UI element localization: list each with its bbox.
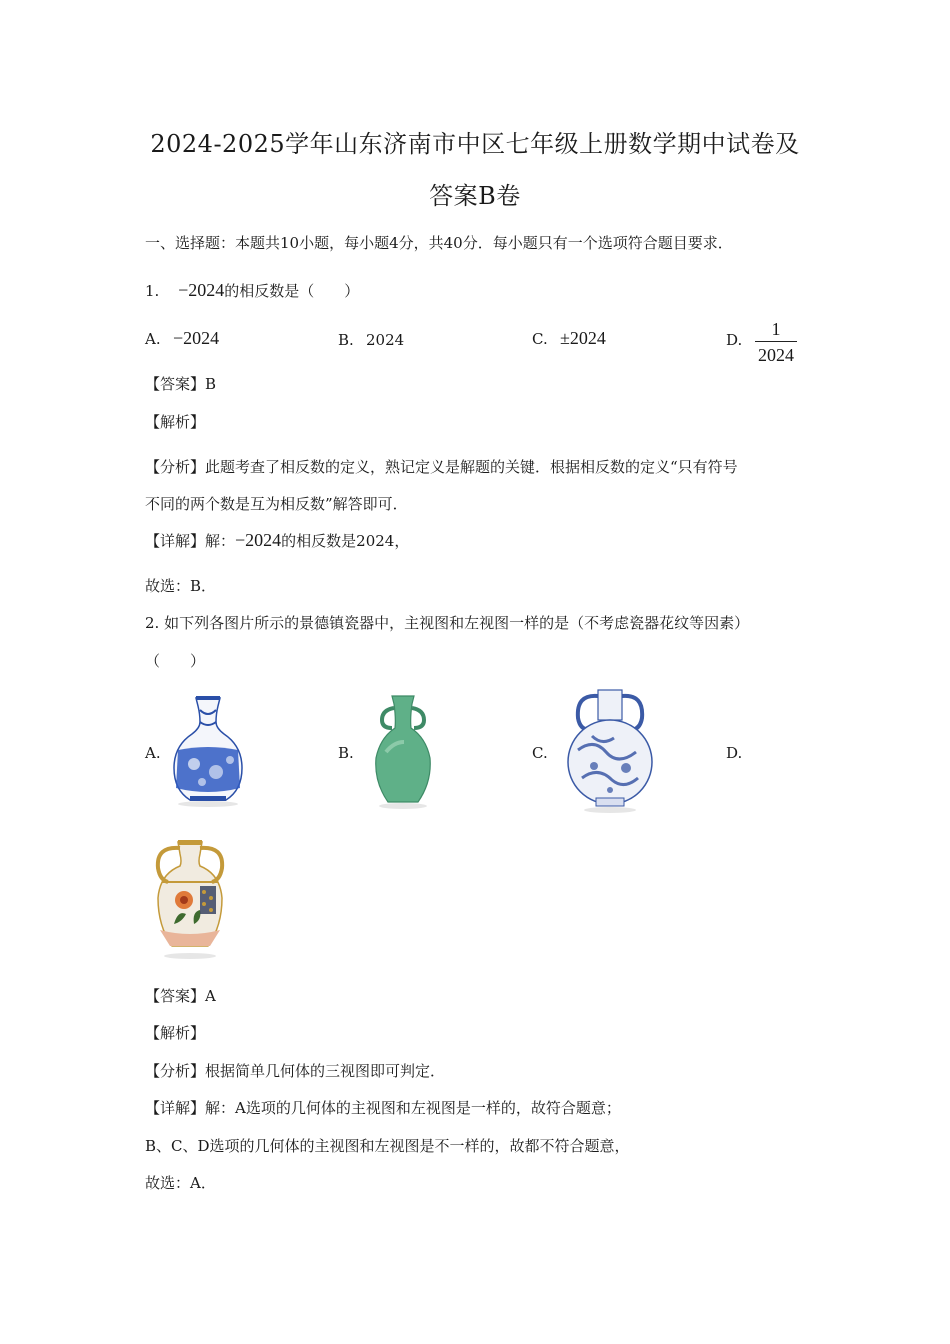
q2-detail-line2: B、C、D选项的几何体的主视图和左视图是不一样的，故都不符合题意， [145,1137,630,1155]
option-label: A. [145,330,161,348]
detail-prefix: 【详解】解： [145,532,236,550]
q2-option-d-label: D. [726,744,743,762]
option-a [145,328,219,349]
question-1-stem [145,280,359,301]
option-d [726,331,754,349]
question-number: 1. [145,282,160,300]
option-value: ±2024 [560,328,606,348]
q2-analysis-heading: 【解析】 [145,1024,206,1042]
q1-analysis-heading: 【解析】 [145,413,206,431]
detail-suffix: 的相反数是2024， [281,532,410,550]
q1-answer: 【答案】B [145,375,217,393]
question-2-stem-line1: 2. 如下列各图片所示的景德镇瓷器中，主视图和左视图一样的是（不考虑瓷器花纹等因素） [145,614,750,632]
moon-flask-vase-icon [562,686,658,814]
document-title-line2: 答案B卷 [429,182,521,210]
fraction-numerator: 1 [771,319,781,339]
option-label: B. [338,331,354,349]
q1-analysis-line1: 【分析】此题考查了相反数的定义，熟记定义是解题的关键．根据相反数的定义“只有符号 [145,458,738,476]
gilded-amphora-vase-icon [148,838,232,960]
question-2-stem-line2: （ ） [145,652,206,670]
q2-answer: 【答案】A [145,987,216,1005]
fraction-bar [755,341,797,342]
option-value: 2024 [366,331,405,349]
q2-analysis: 【分析】根据简单几何体的三视图即可判定． [145,1062,446,1080]
q2-option-b-label: B. [338,744,354,762]
q1-detail [145,530,409,551]
q2-detail-line1: 【详解】解：A选项的几何体的主视图和左视图是一样的，故符合题意； [145,1099,621,1117]
detail-expression: −2024 [235,530,282,550]
celadon-vase-icon [364,692,442,812]
document-title-line1: 2024-2025学年山东济南市中区七年级上册数学期中试卷及 [150,130,800,158]
q1-conclusion: 故选：B． [145,577,217,595]
option-d-fraction [755,318,797,366]
q2-option-a-label: A. [145,744,161,762]
section-heading: 一、选择题：本题共10小题，每小题4分，共40分．每小题只有一个选项符合题目要求． [145,234,733,252]
q2-option-c-label: C. [532,744,548,762]
question-1-text: 的相反数是（ ） [224,282,360,300]
question-1-expression: −2024 [178,280,225,300]
blue-white-vase-icon [166,692,250,810]
option-b [338,331,404,349]
fraction-denominator: 2024 [758,345,794,365]
option-label: D. [726,331,743,349]
q1-analysis-line2: 不同的两个数是互为相反数”解答即可． [145,495,408,513]
option-c [532,328,606,349]
option-label: C. [532,330,548,348]
option-value: −2024 [173,328,220,348]
q2-conclusion: 故选：A． [145,1174,216,1192]
